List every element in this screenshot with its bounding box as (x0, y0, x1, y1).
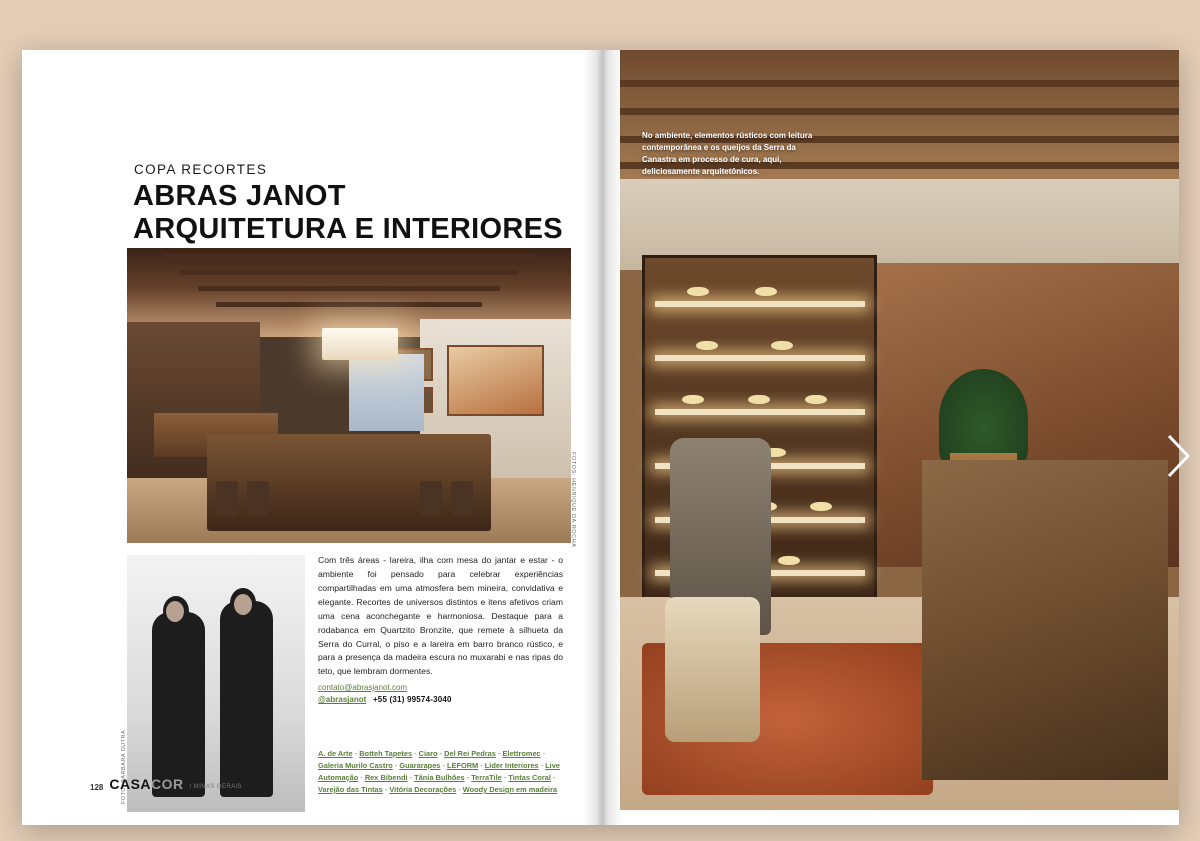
partner-item[interactable]: A. de Arte (318, 749, 353, 758)
partner-item[interactable]: Guararapes (399, 760, 441, 770)
article-headline: ABRAS JANOT ARQUITETURA E INTERIORES (133, 180, 563, 246)
partner-item[interactable]: Vitória Decorações (389, 784, 457, 794)
hero-photo (127, 248, 571, 543)
page-footer (90, 776, 242, 792)
partner-item[interactable]: Tânia Bulhões (414, 772, 465, 782)
right-page (602, 50, 1179, 825)
hero-photo-artwork (127, 248, 571, 543)
edition-label: / MINAS GERAIS (189, 784, 242, 790)
contact-block (318, 682, 568, 707)
partner-item[interactable]: Botteh Tapetes (359, 749, 413, 758)
partner-item[interactable]: Tintas Coral (508, 772, 551, 782)
hero-photo-credit: FOTOS: HENRIQUE DA ROCHA (570, 452, 576, 548)
partner-item[interactable]: LEFORM (447, 760, 479, 770)
portrait-artwork (127, 555, 305, 812)
partner-item[interactable]: Rex Bibendi (364, 772, 408, 782)
next-page-arrow[interactable] (1158, 430, 1198, 482)
section-kicker: COPA RECORTES (134, 162, 268, 177)
photo-caption: No ambiente, elementos rústicos com leitura contemporânea e os queijos da Serra da Canastra em processo de cura, aqui, deliciosamente arquitetônicos. (642, 131, 813, 176)
magazine-logo: CASACOR (109, 776, 184, 792)
partner-item[interactable]: Líder Interiores (484, 760, 539, 770)
contact-email-link[interactable]: contato@abrasjanot.com (318, 683, 408, 692)
partner-item[interactable]: Woody Design em madeira (462, 784, 558, 794)
left-page (22, 50, 602, 825)
instagram-handle-link[interactable]: @abrasjanot (318, 695, 367, 705)
partner-item[interactable]: Live Automação (318, 760, 560, 782)
previous-page-arrow[interactable] (14, 430, 54, 482)
article-body-text: Com três áreas - lareira, ilha com mesa do jantar e estar - o ambiente foi pensado para celebrar experiências compartilhadas em uma atmosfera bem mineira, convidativa e elegante. Recortes de universos distintos e itens afetivos criam uma cena aconchegante e harmoniosa. Destaque para a rodabanca em Quartzito Bronzite, que remete à silhueta da Serra do Curral, o piso e a lareira em barro branco rústico, e para a presença da madeira escura no muxarabi e nas ripas do teto, que lembram dormentes. (318, 555, 563, 677)
page-number: 128 (90, 783, 104, 792)
partner-item[interactable]: Elettromec (502, 749, 541, 758)
contact-phone: +55 (31) 99574-3040 (372, 695, 452, 705)
partner-item[interactable]: Del Rei Pedras (444, 749, 496, 758)
partners-list: A. de Arte - Botteh Tapetes - Ciaro - Del Rei Pedras - Elettromec - Galeria Murilo Castro - Guararapes - LEFORM - Líder Interiores - Live Automação - Rex Bibendi - Tânia Bulhões - TerraTile - Tintas Coral - Varejão das Tintas - Vitória Decorações - Woody Design em madeira (318, 749, 560, 794)
partner-item[interactable]: Ciaro (418, 749, 438, 758)
magazine-spread (22, 50, 1179, 825)
architects-portrait-photo (127, 555, 305, 812)
article-body (318, 554, 563, 679)
portrait-photo-credit: FOTO: BARBARA DUTRA (121, 729, 127, 804)
partner-item[interactable]: Galeria Murilo Castro (318, 760, 393, 770)
partner-item[interactable]: Varejão das Tintas (318, 784, 383, 794)
partner-item[interactable]: TerraTile (471, 772, 502, 782)
